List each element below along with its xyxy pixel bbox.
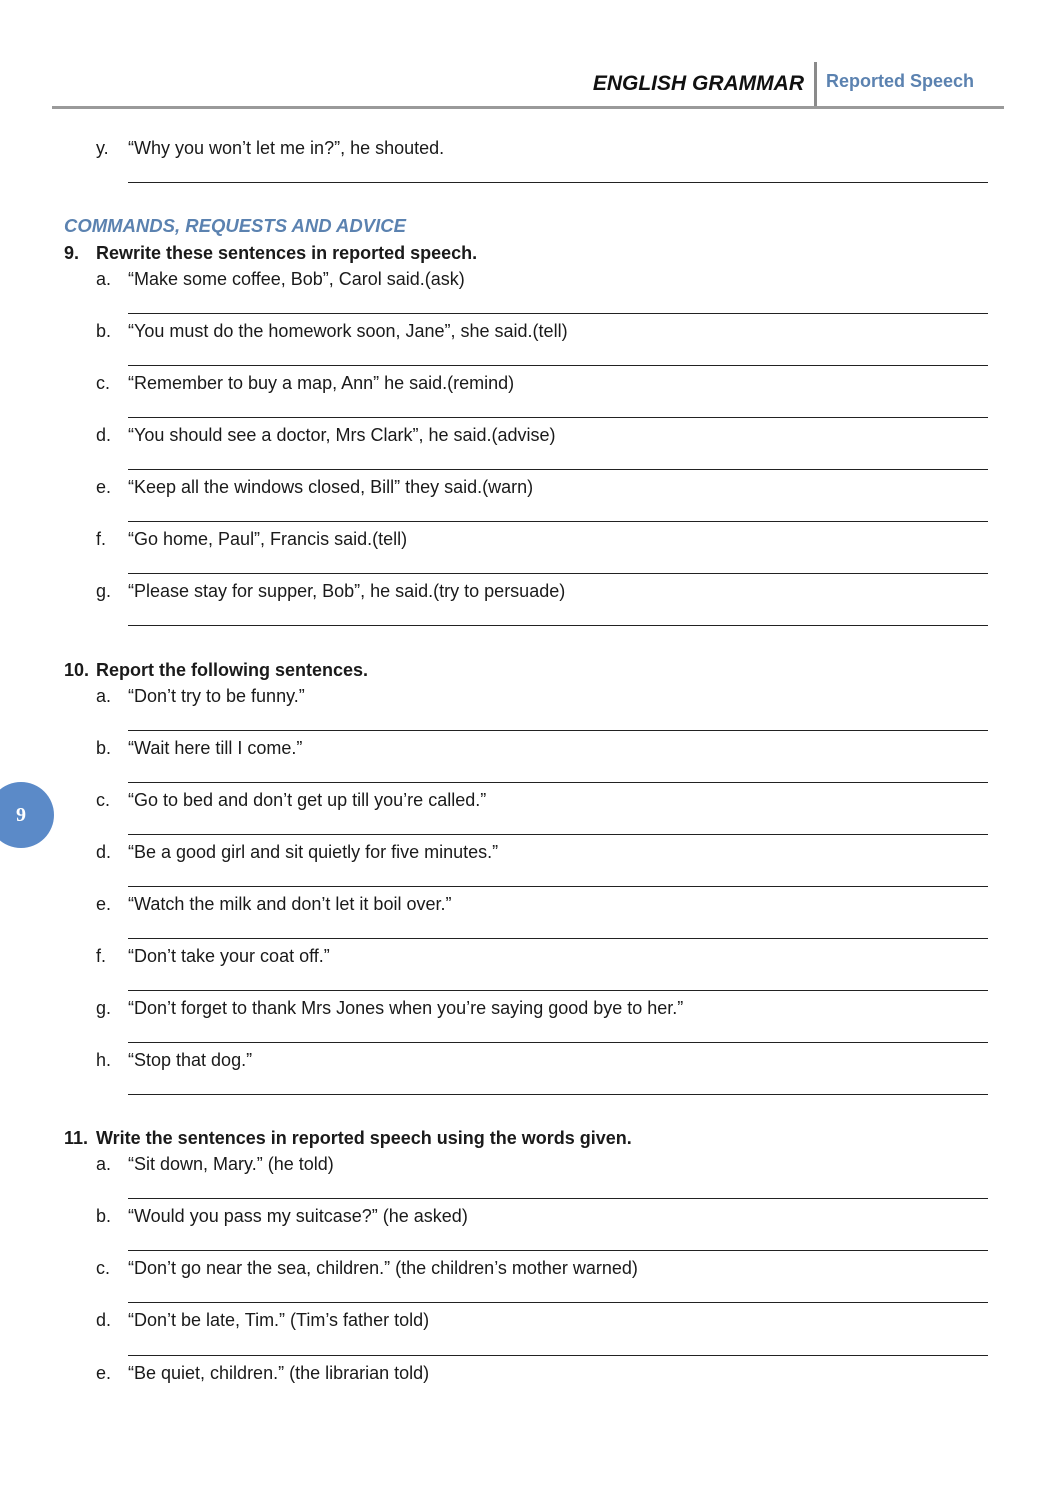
item-text: “Go home, Paul”, Francis said.(tell)	[128, 529, 408, 549]
item-letter: h.	[96, 1050, 112, 1070]
item-text: “Don’t try to be funny.”	[128, 686, 305, 706]
list-item	[96, 685, 305, 707]
item-text: “Be a good girl and sit quietly for five minutes.”	[128, 842, 499, 862]
item-text: “Go to bed and don’t get up till you’re called.”	[128, 790, 487, 810]
list-item	[96, 841, 498, 863]
list-item	[96, 945, 330, 967]
answer-line[interactable]	[128, 834, 988, 835]
question-10-title	[64, 659, 368, 681]
item-text: “Wait here till I come.”	[128, 738, 303, 758]
item-text: “Be quiet, children.” (the librarian told)	[128, 1363, 430, 1383]
item-text: “Remember to buy a map, Ann” he said.(remind)	[128, 373, 515, 393]
answer-line[interactable]	[128, 1355, 988, 1356]
list-item	[96, 1257, 638, 1279]
answer-line[interactable]	[128, 365, 988, 366]
answer-line[interactable]	[128, 182, 988, 183]
item-text: “Don’t be late, Tim.” (Tim’s father told)	[128, 1310, 430, 1330]
list-item	[96, 789, 486, 811]
item-text: “Don’t forget to thank Mrs Jones when you’re saying good bye to her.”	[128, 998, 684, 1018]
item-text: “Please stay for supper, Bob”, he said.(try to persuade)	[128, 581, 566, 601]
answer-line[interactable]	[128, 1198, 988, 1199]
question-number: 10.	[64, 660, 90, 680]
item-letter: d.	[96, 842, 112, 862]
header-title: ENGLISH GRAMMAR	[592, 72, 804, 95]
answer-line[interactable]	[128, 782, 988, 783]
question-text: Write the sentences in reported speech using the words given.	[96, 1128, 632, 1148]
answer-line[interactable]	[128, 469, 988, 470]
answer-line[interactable]	[128, 573, 988, 574]
item-text: “Don’t take your coat off.”	[128, 946, 330, 966]
item-text: “Watch the milk and don’t let it boil over.”	[128, 894, 452, 914]
item-text: “Would you pass my suitcase?” (he asked)	[128, 1206, 468, 1226]
item-text: “Sit down, Mary.” (he told)	[128, 1154, 334, 1174]
list-item	[96, 580, 565, 602]
item-letter: f.	[96, 529, 107, 549]
item-letter: a.	[96, 1154, 112, 1174]
item-text: “Stop that dog.”	[128, 1050, 253, 1070]
item-letter: b.	[96, 1206, 112, 1226]
answer-line[interactable]	[128, 1042, 988, 1043]
carryover-item	[96, 137, 444, 159]
page-number-badge: 9	[0, 782, 54, 848]
list-item	[96, 528, 407, 550]
list-item	[96, 893, 451, 915]
list-item	[96, 1309, 429, 1331]
item-letter: f.	[96, 946, 107, 966]
item-text: “Make some coffee, Bob”, Carol said.(ask)	[128, 269, 465, 289]
answer-line[interactable]	[128, 990, 988, 991]
answer-line[interactable]	[128, 313, 988, 314]
answer-line[interactable]	[128, 1302, 988, 1303]
question-number: 9.	[64, 243, 80, 263]
list-item	[96, 320, 568, 342]
list-item	[96, 997, 683, 1019]
answer-line[interactable]	[128, 730, 988, 731]
list-item	[96, 737, 302, 759]
item-letter: e.	[96, 477, 112, 497]
item-letter: e.	[96, 894, 112, 914]
item-letter: a.	[96, 269, 112, 289]
answer-line[interactable]	[128, 938, 988, 939]
question-text: Report the following sentences.	[96, 660, 369, 680]
item-letter: c.	[96, 373, 111, 393]
header-divider	[814, 62, 817, 106]
item-letter: d.	[96, 1310, 112, 1330]
page-header	[52, 62, 1004, 106]
item-text: “Don’t go near the sea, children.” (the children’s mother warned)	[128, 1258, 638, 1278]
item-letter: g.	[96, 998, 112, 1018]
question-text: Rewrite these sentences in reported speech.	[96, 243, 478, 263]
answer-line[interactable]	[128, 417, 988, 418]
list-item	[96, 1362, 429, 1384]
list-item	[96, 1153, 334, 1175]
item-text: “Why you won’t let me in?”, he shouted.	[128, 138, 445, 158]
list-item	[96, 1205, 468, 1227]
item-text: “Keep all the windows closed, Bill” they said.(warn)	[128, 477, 534, 497]
item-text: “You must do the homework soon, Jane”, she said.(tell)	[128, 321, 568, 341]
header-rule	[52, 106, 1004, 109]
answer-line[interactable]	[128, 1250, 988, 1251]
answer-line[interactable]	[128, 1094, 988, 1095]
answer-line[interactable]	[128, 886, 988, 887]
item-letter: a.	[96, 686, 112, 706]
question-11-title	[64, 1127, 632, 1149]
item-letter: c.	[96, 790, 111, 810]
list-item	[96, 476, 533, 498]
section-title: COMMANDS, REQUESTS AND ADVICE	[64, 215, 406, 236]
item-letter: g.	[96, 581, 112, 601]
answer-line[interactable]	[128, 625, 988, 626]
item-letter: e.	[96, 1363, 112, 1383]
list-item	[96, 268, 465, 290]
list-item	[96, 372, 514, 394]
question-number: 11.	[64, 1128, 89, 1148]
item-text: “You should see a doctor, Mrs Clark”, he said.(advise)	[128, 425, 556, 445]
answer-line[interactable]	[128, 521, 988, 522]
item-letter: d.	[96, 425, 112, 445]
item-letter: b.	[96, 738, 112, 758]
list-item	[96, 424, 556, 446]
list-item	[96, 1049, 252, 1071]
item-letter: b.	[96, 321, 112, 341]
item-letter: c.	[96, 1258, 111, 1278]
header-subtitle: Reported Speech	[826, 71, 975, 91]
question-9-title	[64, 242, 477, 264]
item-letter: y.	[96, 138, 109, 158]
